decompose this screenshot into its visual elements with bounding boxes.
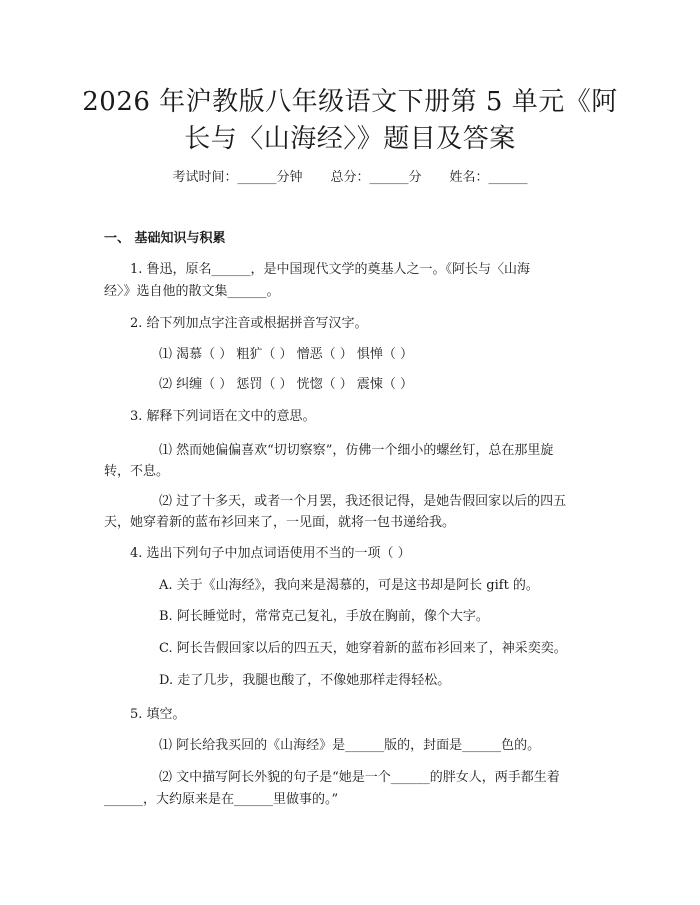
q3-paragraph-1-line-1: ⑴ 然而她偏偏喜欢“切切察察”，仿佛一个细小的螺丝钉，总在那里旋 bbox=[159, 443, 554, 458]
q4-option-b: B. 阿长睡觉时，常常克己复礼，手放在胸前，像个大字。 bbox=[159, 609, 489, 624]
q5-sub-1: ⑴ 阿长给我买回的《山海经》是______版的，封面是______色的。 bbox=[159, 738, 541, 753]
q4-option-a: A. 关于《山海经》，我向来是渴慕的，可是这书却是阿长 gift 的。 bbox=[159, 578, 539, 593]
q5-sub-2-line-1: ⑵ 文中描写阿长外貌的句子是“她是一个______的胖女人，两手都生着 bbox=[159, 770, 560, 785]
q3-stem: 3. 解释下列词语在文中的意思。 bbox=[130, 409, 316, 424]
q1-line-2: 经〉》选自他的散文集______。 bbox=[104, 284, 280, 299]
q2-sub-2: ⑵ 纠缠（ ） 惩罚（ ） 恍惚（ ） 震悚（ ） bbox=[159, 377, 414, 392]
exam-info bbox=[0, 168, 700, 188]
q4-stem: 4. 选出下列句子中加点词语使用不当的一项（ ） bbox=[130, 546, 411, 561]
q2-stem: 2. 给下列加点字注音或根据拼音写汉字。 bbox=[130, 316, 368, 331]
exam-name: 姓名：______ bbox=[449, 170, 528, 185]
section-heading-1: 一、 基础知识与积累 bbox=[104, 231, 226, 246]
exam-time: 考试时间：______分钟 bbox=[172, 170, 303, 185]
page-title-line-1: 2026 年沪教版八年级语文下册第 5 单元《阿 bbox=[82, 87, 618, 117]
q1-line-1: 1. 鲁迅，原名______，是中国现代文学的奠基人之一。《阿长与〈山海 bbox=[130, 262, 531, 277]
q4-option-d: D. 走了几步，我腿也酸了，不像她那样走得轻松。 bbox=[159, 673, 451, 688]
exam-total-score: 总分：______分 bbox=[330, 170, 422, 185]
page-title-line-2: 长与〈山海经〉》题目及答案 bbox=[184, 124, 516, 154]
q5-stem: 5. 填空。 bbox=[130, 707, 186, 722]
q5-sub-2-line-2: ______，大约原来是在______里做事的。” bbox=[104, 792, 339, 807]
q3-paragraph-1-line-2: 转，不息。 bbox=[104, 464, 170, 479]
q4-option-c: C. 阿长告假回家以后的四五天，她穿着新的蓝布衫回来了，神采奕奕。 bbox=[159, 641, 567, 656]
q2-sub-1: ⑴ 渴慕（ ） 粗犷（ ） 憎恶（ ） 惧惮（ ） bbox=[159, 347, 414, 362]
q3-paragraph-2-line-2: 天，她穿着新的蓝布衫回来了，一见面，就将一包书递给我。 bbox=[104, 515, 456, 530]
q3-paragraph-2-line-1: ⑵ 过了十多天，或者一个月罢，我还很记得，是她告假回家以后的四五 bbox=[159, 494, 567, 509]
